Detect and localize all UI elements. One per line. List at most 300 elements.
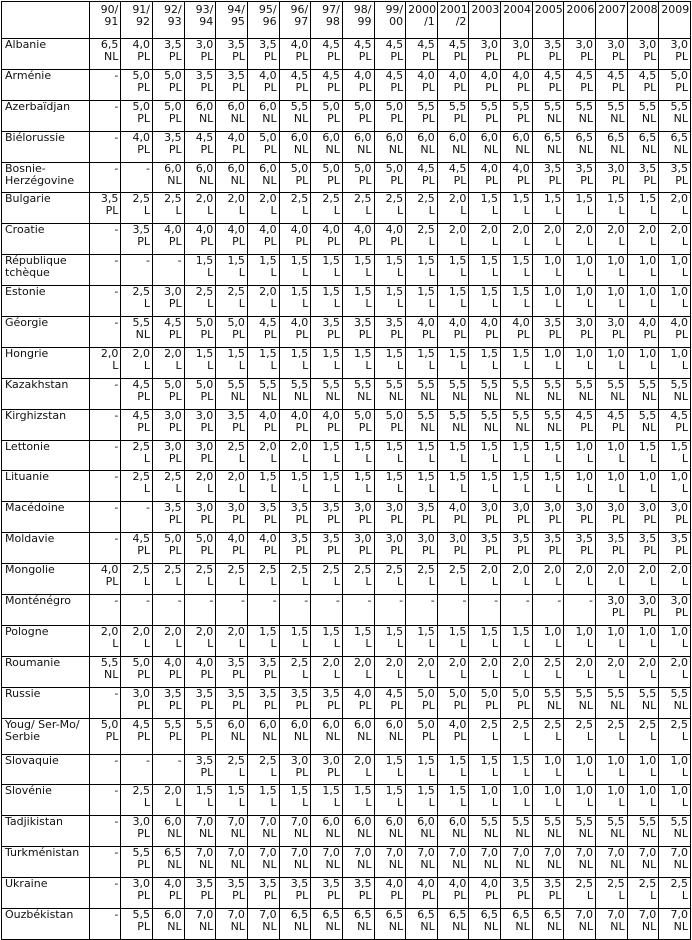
score-cell: 2,5 L [216, 286, 248, 317]
country-cell: Roumanie [2, 656, 90, 687]
score-cell: 6,5 NL [532, 131, 564, 162]
score-cell: 2,5 L [121, 286, 153, 317]
score-cell: 5,0 PL [406, 687, 438, 718]
score-cell: 2,5 L [406, 564, 438, 595]
score-cell: 3,5 PL [216, 409, 248, 440]
score-cell: 1,5 L [532, 193, 564, 224]
score-cell: 5,5 NL [595, 100, 627, 131]
score-cell: 7,0 NL [247, 816, 279, 847]
score-cell: 1,5 L [406, 754, 438, 785]
score-cell: 5,5 NL [532, 378, 564, 409]
score-cell: 1,5 L [437, 440, 469, 471]
score-cell: - [469, 595, 501, 626]
score-cell: 5,0 PL [121, 100, 153, 131]
country-cell: Tadjikistan [2, 816, 90, 847]
score-cell: - [501, 595, 533, 626]
score-cell: 2,0 L [659, 564, 691, 595]
score-cell: 5,5 NL [627, 687, 659, 718]
score-cell: - [374, 595, 406, 626]
score-cell: 7,0 NL [184, 909, 216, 940]
score-cell: 2,0 L [564, 656, 596, 687]
score-cell: 1,5 L [216, 255, 248, 286]
score-cell: 1,5 L [469, 625, 501, 656]
score-cell: 2,5 L [311, 193, 343, 224]
table-row [2, 878, 691, 909]
score-cell: - [89, 533, 121, 564]
score-cell: 4,0 PL [342, 224, 374, 255]
score-cell: 1,5 L [216, 347, 248, 378]
score-cell: 1,5 L [469, 193, 501, 224]
score-cell: 4,5 PL [627, 69, 659, 100]
score-cell: 2,5 L [121, 471, 153, 502]
score-cell: 2,0 L [627, 656, 659, 687]
score-cell: 3,0 PL [564, 317, 596, 348]
score-cell: 2,5 L [121, 564, 153, 595]
score-cell: - [121, 502, 153, 533]
score-cell: 1,0 L [564, 255, 596, 286]
score-cell: 5,0 PL [216, 317, 248, 348]
score-cell: 1,0 L [627, 754, 659, 785]
score-cell: 3,5 PL [532, 162, 564, 193]
score-cell: 3,0 PL [374, 533, 406, 564]
score-cell: - [153, 255, 185, 286]
score-cell: 6,0 NL [374, 718, 406, 754]
score-cell: 3,5 PL [532, 878, 564, 909]
score-cell: 3,5 PL [184, 878, 216, 909]
score-cell: 5,5 NL [247, 378, 279, 409]
score-cell: 4,0 PL [216, 131, 248, 162]
score-cell: 4,0 PL [501, 317, 533, 348]
score-cell: 2,0 L [279, 440, 311, 471]
score-cell: 1,5 L [342, 625, 374, 656]
score-cell: 2,5 L [374, 564, 406, 595]
score-cell: 1,0 L [532, 347, 564, 378]
score-cell: 5,5 NL [406, 409, 438, 440]
score-cell: 2,0 L [469, 656, 501, 687]
score-cell: 3,0 PL [153, 440, 185, 471]
score-cell: 1,5 L [406, 286, 438, 317]
score-cell: 1,5 L [247, 625, 279, 656]
score-cell: 5,0 PL [184, 378, 216, 409]
score-cell: 4,0 PL [279, 39, 311, 70]
score-cell: 7,0 NL [627, 909, 659, 940]
year-header: 2007 [595, 2, 627, 39]
country-cell: Bosnie-Herzégovine [2, 162, 90, 193]
country-cell: Lituanie [2, 471, 90, 502]
score-cell: 3,0 PL [595, 162, 627, 193]
country-cell: Bulgarie [2, 193, 90, 224]
score-cell: 5,5 NL [627, 100, 659, 131]
score-cell: 5,5 NL [501, 816, 533, 847]
score-cell: - [153, 595, 185, 626]
score-cell: 3,0 PL [659, 39, 691, 70]
score-cell: 4,5 PL [595, 409, 627, 440]
score-cell: 1,5 L [437, 471, 469, 502]
table-row [2, 909, 691, 940]
score-cell: 7,0 NL [216, 909, 248, 940]
score-cell: 5,5 NL [374, 378, 406, 409]
score-cell: 4,0 PL [89, 564, 121, 595]
score-cell: 1,0 L [532, 255, 564, 286]
score-cell: 1,0 L [564, 625, 596, 656]
score-cell: 5,5 PL [437, 100, 469, 131]
score-cell: 1,0 L [659, 785, 691, 816]
year-header: 2004 [501, 2, 533, 39]
score-cell: 4,5 PL [184, 131, 216, 162]
score-cell: 1,5 L [374, 754, 406, 785]
score-cell: 7,0 NL [311, 847, 343, 878]
year-header: 97/ 98 [311, 2, 343, 39]
score-cell: 1,0 L [595, 471, 627, 502]
score-cell: 2,5 L [659, 878, 691, 909]
country-cell: Ouzbékistan [2, 909, 90, 940]
table-row [2, 816, 691, 847]
score-cell: 4,0 PL [469, 317, 501, 348]
table-body [2, 39, 691, 940]
score-cell: 3,0 PL [501, 39, 533, 70]
score-cell: 4,0 PL [406, 878, 438, 909]
country-cell: Youg/ Ser-Mo/ Serbie [2, 718, 90, 754]
score-cell: 1,0 L [564, 785, 596, 816]
score-cell: 3,5 PL [532, 39, 564, 70]
score-cell: 3,5 PL [153, 39, 185, 70]
score-cell: 5,0 PL [374, 162, 406, 193]
score-cell: 1,5 L [469, 347, 501, 378]
year-header: 2003 [469, 2, 501, 39]
score-cell: 5,5 NL [532, 100, 564, 131]
table-row [2, 785, 691, 816]
score-cell: 1,0 L [659, 754, 691, 785]
score-cell: - [247, 595, 279, 626]
score-cell: 3,5 PL [216, 878, 248, 909]
score-cell: 2,0 L [374, 656, 406, 687]
score-cell: - [89, 286, 121, 317]
score-cell: 3,0 PL [153, 286, 185, 317]
score-cell: 5,5 NL [279, 100, 311, 131]
score-cell: 6,5 NL [311, 909, 343, 940]
score-cell: 3,0 PL [184, 409, 216, 440]
score-cell: 3,5 PL [501, 533, 533, 564]
score-cell: 1,0 L [564, 286, 596, 317]
score-cell: 2,0 L [121, 625, 153, 656]
score-cell: 4,0 PL [279, 317, 311, 348]
score-cell: 5,5 NL [627, 816, 659, 847]
score-cell: 6,0 NL [311, 718, 343, 754]
score-cell: 5,5 PL [153, 718, 185, 754]
score-cell: 3,5 PL [153, 502, 185, 533]
score-cell: 1,5 L [469, 754, 501, 785]
score-cell: 4,0 PL [184, 224, 216, 255]
score-cell: 6,0 NL [216, 100, 248, 131]
score-cell: 1,5 L [279, 255, 311, 286]
table-row [2, 317, 691, 348]
score-cell: - [89, 754, 121, 785]
score-cell: 7,0 NL [501, 847, 533, 878]
score-cell: 5,0 PL [153, 378, 185, 409]
score-cell: 3,5 PL [311, 317, 343, 348]
score-cell: 4,0 PL [627, 317, 659, 348]
score-cell: 7,0 NL [184, 847, 216, 878]
score-cell: 5,5 NL [216, 378, 248, 409]
table-row [2, 687, 691, 718]
score-cell: 1,0 L [627, 785, 659, 816]
score-cell: 3,5 PL [216, 687, 248, 718]
score-cell: 3,0 PL [564, 502, 596, 533]
score-cell: 4,5 PL [406, 162, 438, 193]
score-cell: 1,5 L [216, 785, 248, 816]
score-cell: 2,5 L [121, 785, 153, 816]
score-cell: 2,0 L [184, 471, 216, 502]
score-cell: 4,0 PL [501, 162, 533, 193]
score-cell: 4,5 PL [595, 69, 627, 100]
score-cell: - [121, 754, 153, 785]
score-cell: 3,0 PL [469, 39, 501, 70]
score-cell: 5,5 NL [627, 409, 659, 440]
score-cell: 6,0 NL [342, 718, 374, 754]
score-cell: 5,5 NL [469, 409, 501, 440]
score-cell: 7,0 NL [216, 816, 248, 847]
score-cell: 1,5 L [279, 471, 311, 502]
score-cell: 5,0 PL [342, 409, 374, 440]
score-cell: 3,5 PL [247, 39, 279, 70]
score-cell: 4,0 PL [311, 224, 343, 255]
country-cell: Biélorussie [2, 131, 90, 162]
score-cell: - [279, 595, 311, 626]
score-cell: 5,5 NL [89, 656, 121, 687]
freedom-scores-table [1, 1, 691, 940]
score-cell: 3,5 PL [564, 162, 596, 193]
score-cell: 3,0 PL [184, 39, 216, 70]
score-cell: 1,5 L [279, 286, 311, 317]
table-row [2, 595, 691, 626]
year-header: 90/ 91 [89, 2, 121, 39]
score-cell: 1,0 L [659, 255, 691, 286]
year-header: 2008 [627, 2, 659, 39]
score-cell: 4,5 PL [406, 39, 438, 70]
score-cell: 2,5 L [406, 193, 438, 224]
year-header: 99/ 00 [374, 2, 406, 39]
country-cell: Slovaquie [2, 754, 90, 785]
score-cell: 7,0 NL [595, 909, 627, 940]
score-cell: 3,5 PL [153, 131, 185, 162]
score-cell: - [532, 595, 564, 626]
score-cell: 5,5 NL [659, 100, 691, 131]
score-cell: 5,5 NL [532, 816, 564, 847]
table-row [2, 502, 691, 533]
score-cell: 3,5 PL [89, 193, 121, 224]
score-cell: 2,0 L [247, 440, 279, 471]
score-cell: 5,0 PL [184, 317, 216, 348]
score-cell: - [564, 595, 596, 626]
score-cell: 3,5 PL [659, 533, 691, 564]
table-row [2, 656, 691, 687]
score-cell: 5,0 PL [153, 69, 185, 100]
score-cell: 4,5 PL [311, 69, 343, 100]
score-cell: - [89, 878, 121, 909]
score-cell: 4,5 PL [564, 69, 596, 100]
score-cell: 2,5 L [216, 440, 248, 471]
score-cell: 3,5 PL [406, 502, 438, 533]
score-cell: 3,0 PL [437, 533, 469, 564]
score-cell: 7,0 NL [247, 847, 279, 878]
score-cell: 4,5 PL [564, 409, 596, 440]
score-cell: - [121, 595, 153, 626]
score-cell: 1,0 L [627, 255, 659, 286]
score-cell: 1,0 L [469, 785, 501, 816]
score-cell: 5,5 PL [184, 718, 216, 754]
score-cell: 7,0 NL [595, 847, 627, 878]
country-cell: Mongolie [2, 564, 90, 595]
year-header: 94/ 95 [216, 2, 248, 39]
score-cell: 4,0 PL [437, 317, 469, 348]
score-cell: 6,0 NL [153, 909, 185, 940]
year-header: 98/ 99 [342, 2, 374, 39]
score-cell: 3,5 PL [311, 533, 343, 564]
score-cell: 5,0 PL [121, 656, 153, 687]
country-cell: Macédoine [2, 502, 90, 533]
score-cell: 1,5 L [659, 440, 691, 471]
score-cell: 5,0 PL [501, 687, 533, 718]
score-cell: 3,5 PL [342, 317, 374, 348]
corner-cell [2, 2, 90, 39]
score-cell: 1,5 L [406, 255, 438, 286]
score-cell: 6,0 NL [469, 131, 501, 162]
score-cell: 1,0 L [595, 347, 627, 378]
score-cell: 3,0 PL [532, 502, 564, 533]
score-cell: 6,5 NL [469, 909, 501, 940]
score-cell: 4,0 PL [437, 69, 469, 100]
score-cell: 1,5 L [342, 471, 374, 502]
score-cell: - [89, 816, 121, 847]
score-cell: 1,5 L [406, 471, 438, 502]
table-row [2, 69, 691, 100]
score-cell: 3,5 PL [279, 687, 311, 718]
score-cell: 1,5 L [501, 754, 533, 785]
year-header: 2001 /2 [437, 2, 469, 39]
country-cell: Pologne [2, 625, 90, 656]
score-cell: 3,0 PL [342, 533, 374, 564]
score-cell: 6,5 NL [627, 131, 659, 162]
score-cell: 2,0 L [595, 224, 627, 255]
score-cell: 4,0 PL [437, 878, 469, 909]
score-cell: 1,5 L [406, 440, 438, 471]
score-cell: 4,5 PL [374, 39, 406, 70]
score-cell: 2,5 L [595, 718, 627, 754]
table-row [2, 100, 691, 131]
score-cell: 2,5 L [342, 193, 374, 224]
country-cell: Monténégro [2, 595, 90, 626]
score-cell: 2,0 L [247, 286, 279, 317]
score-cell: 2,0 L [89, 347, 121, 378]
score-cell: 3,0 PL [184, 440, 216, 471]
score-cell: 5,5 NL [532, 687, 564, 718]
score-cell: 3,0 PL [659, 595, 691, 626]
score-cell: 1,5 L [342, 440, 374, 471]
score-cell: 4,5 PL [342, 39, 374, 70]
score-cell: 6,5 NL [532, 909, 564, 940]
score-cell: 2,0 L [121, 347, 153, 378]
score-cell: 1,0 L [564, 347, 596, 378]
score-cell: 1,0 L [595, 286, 627, 317]
score-cell: 1,5 L [247, 255, 279, 286]
score-cell: 3,5 PL [564, 533, 596, 564]
score-cell: 5,0 PL [374, 409, 406, 440]
score-cell: 2,5 L [184, 564, 216, 595]
score-cell: 5,5 NL [564, 687, 596, 718]
score-cell: 3,5 PL [247, 878, 279, 909]
score-cell: 4,0 PL [121, 39, 153, 70]
score-cell: 5,5 NL [564, 816, 596, 847]
score-cell: 2,5 L [532, 718, 564, 754]
score-cell: 2,0 L [216, 471, 248, 502]
score-cell: 5,0 PL [659, 69, 691, 100]
score-cell: 2,0 L [659, 656, 691, 687]
score-cell: 1,0 L [564, 440, 596, 471]
table-row [2, 409, 691, 440]
score-cell: 2,0 L [627, 224, 659, 255]
score-cell: - [153, 754, 185, 785]
score-cell: 1,5 L [374, 440, 406, 471]
score-cell: 1,0 L [564, 471, 596, 502]
score-cell: 3,0 PL [659, 502, 691, 533]
score-cell: 4,5 PL [153, 317, 185, 348]
score-cell: 7,0 NL [406, 847, 438, 878]
score-cell: 1,5 L [406, 785, 438, 816]
score-cell: 4,0 PL [216, 533, 248, 564]
score-cell: - [89, 255, 121, 286]
score-cell: 1,5 L [437, 785, 469, 816]
score-cell: 2,0 L [247, 193, 279, 224]
country-cell: Kazakhstan [2, 378, 90, 409]
score-cell: 1,0 L [595, 255, 627, 286]
score-cell: 4,0 PL [374, 878, 406, 909]
score-cell: 1,5 L [311, 625, 343, 656]
score-cell: 4,5 PL [121, 409, 153, 440]
score-cell: 5,0 PL [342, 100, 374, 131]
score-cell: 2,0 L [564, 224, 596, 255]
score-cell: 2,0 L [501, 564, 533, 595]
score-cell: 2,5 L [216, 564, 248, 595]
score-cell: 3,5 PL [247, 656, 279, 687]
score-cell: 1,5 L [342, 347, 374, 378]
score-cell: 2,5 L [279, 564, 311, 595]
table-row [2, 162, 691, 193]
score-cell: - [184, 595, 216, 626]
score-cell: 3,0 PL [216, 502, 248, 533]
score-cell: 1,5 L [342, 255, 374, 286]
score-cell: 4,5 PL [374, 687, 406, 718]
score-cell: 4,0 PL [247, 409, 279, 440]
score-cell: 2,5 L [627, 878, 659, 909]
score-cell: - [89, 409, 121, 440]
score-cell: 2,5 L [437, 564, 469, 595]
score-cell: 2,5 L [564, 878, 596, 909]
country-cell: Estonie [2, 286, 90, 317]
score-cell: 6,0 NL [247, 718, 279, 754]
score-cell: 6,0 NL [153, 816, 185, 847]
score-cell: 2,5 L [311, 564, 343, 595]
score-cell: 2,5 L [627, 718, 659, 754]
table-row [2, 39, 691, 70]
year-header: 95/ 96 [247, 2, 279, 39]
score-cell: 5,5 NL [659, 687, 691, 718]
score-cell: 4,0 PL [374, 224, 406, 255]
score-cell: 6,5 NL [374, 909, 406, 940]
score-cell: 6,0 NL [501, 131, 533, 162]
score-cell: 6,0 NL [437, 131, 469, 162]
score-cell: 6,5 NL [279, 909, 311, 940]
score-cell: 2,0 L [501, 656, 533, 687]
